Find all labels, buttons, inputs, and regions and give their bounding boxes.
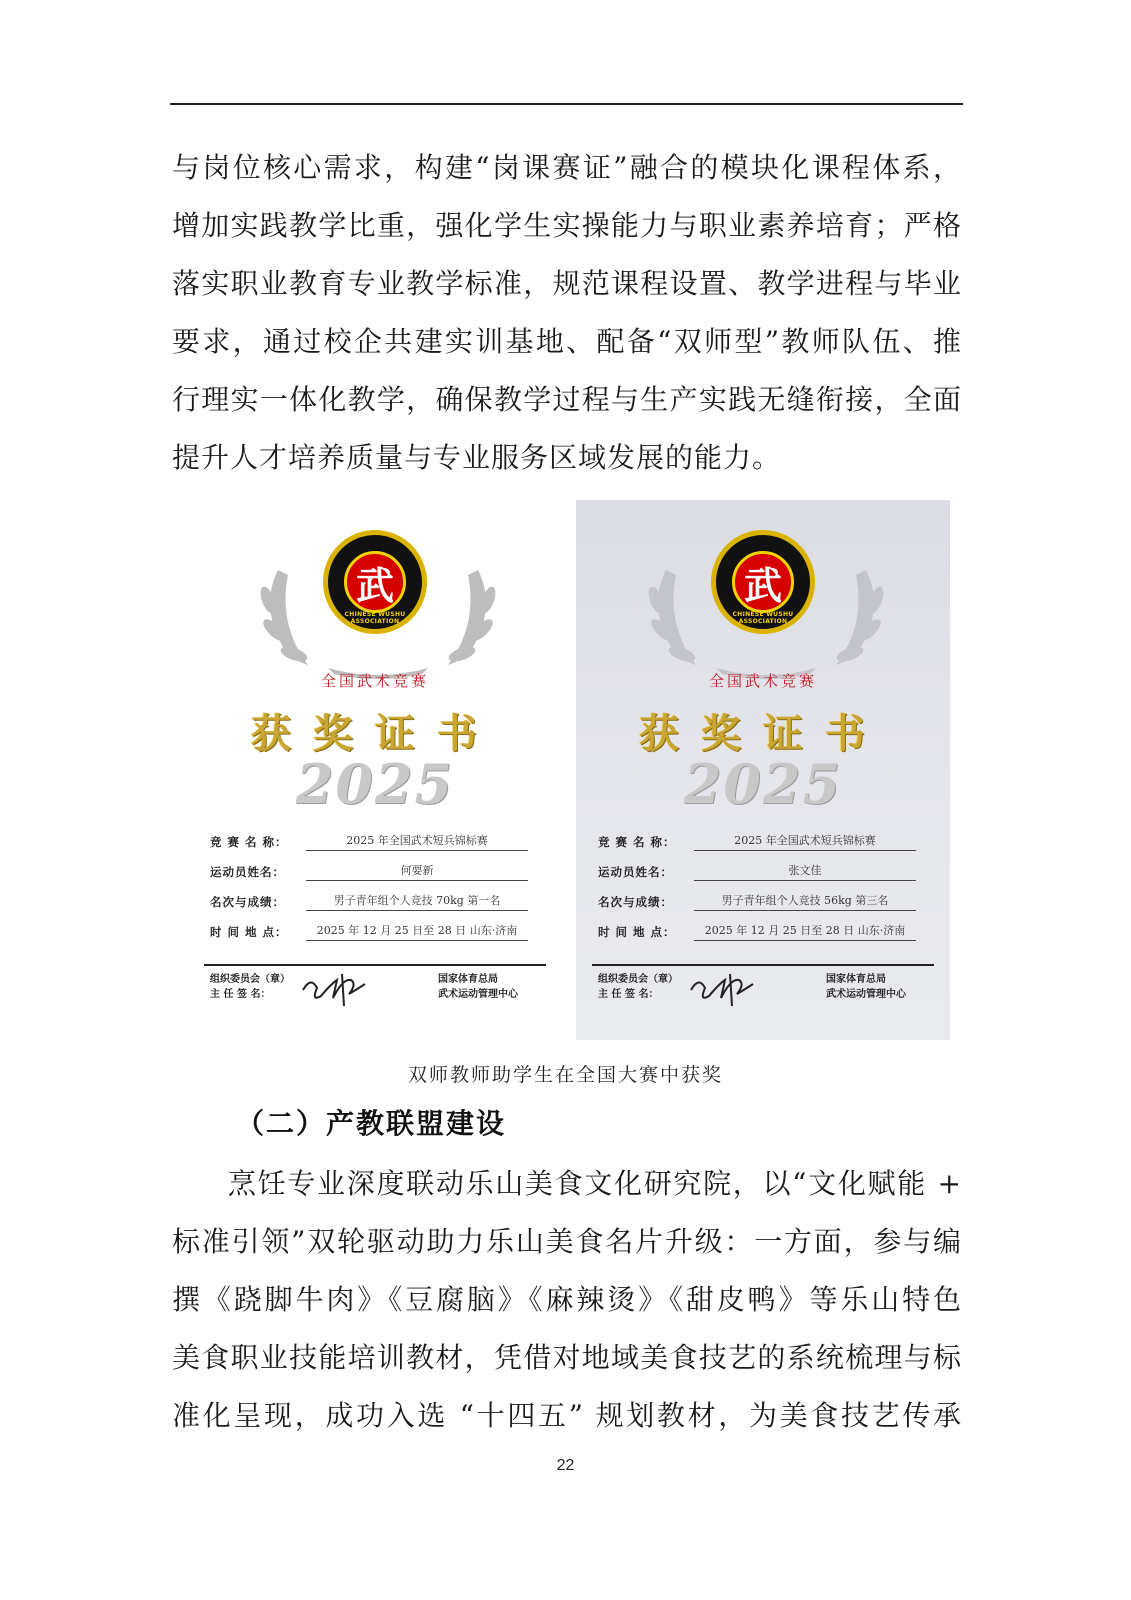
paragraph-line: 增加实践教学比重，强化学生实操能力与职业素养培育；严格 — [172, 209, 962, 242]
certificate-photo-1 — [188, 500, 562, 1040]
field-value: 2025 年 12 月 25 日至 28 日 山东·济南 — [694, 922, 916, 941]
field-value: 何要新 — [306, 862, 528, 881]
field-label: 时 间 地 点： — [210, 925, 288, 939]
field-label: 名次与成绩： — [598, 895, 673, 909]
field-value: 男子青年组个人竞技 70kg 第一名 — [306, 892, 528, 911]
organizer-right — [826, 972, 906, 1002]
field-value: 2025 年全国武术短兵锦标赛 — [306, 832, 528, 851]
organizer-left — [598, 972, 678, 1002]
handwritten-signature — [298, 968, 368, 1008]
paragraph-line: 要求，通过校企共建实训基地、配备“双师型”教师队伍、推 — [172, 325, 962, 358]
certificate-year: 2025 — [683, 752, 843, 816]
field-label: 时 间 地 点： — [598, 925, 676, 939]
org-line: 主 任 签 名： — [598, 989, 659, 1000]
figure-caption: 双师教师助学生在全国大赛中获奖 — [407, 1064, 723, 1086]
paragraph-line: 美食职业技能培训教材，凭借对地域美食技艺的系统梳理与标 — [172, 1341, 962, 1374]
competition-header: 全国武术竞赛 — [708, 672, 817, 690]
header-rule — [170, 103, 963, 105]
field-row — [210, 826, 540, 856]
certificate-year: 2025 — [295, 752, 455, 816]
wushu-association-emblem-icon — [323, 530, 427, 634]
organizer-right — [438, 972, 518, 1002]
paragraph-line: 标准引领”双轮驱动助力乐山美食名片升级：一方面，参与编 — [172, 1225, 962, 1258]
paragraph-line: 撰《跷脚牛肉》《豆腐脑》《麻辣烫》《甜皮鸭》等乐山特色 — [172, 1283, 962, 1316]
field-row — [210, 856, 540, 886]
paragraph-line: 行理实一体化教学，确保教学过程与生产实践无缝衔接，全面 — [172, 383, 962, 416]
emblem-ring-text: CHINESE WUSHU ASSOCIATION — [344, 611, 406, 625]
emblem-char: 武 — [344, 551, 406, 613]
paragraph-line: 准化呈现，成功入选 “十四五” 规划教材，为美食技艺传承 — [172, 1399, 962, 1432]
signature-rule — [592, 964, 934, 966]
field-row — [598, 826, 928, 856]
field-label: 竞 赛 名 称： — [598, 835, 676, 849]
signature-rule — [204, 964, 546, 966]
field-value: 男子青年组个人竞技 56kg 第三名 — [694, 892, 916, 911]
org-line: 国家体育总局 — [826, 974, 886, 985]
paragraph-line: 落实职业教育专业教学标准，规范课程设置、教学进程与毕业 — [172, 267, 962, 300]
field-row — [210, 886, 540, 916]
field-value: 2025 年 12 月 25 日至 28 日 山东·济南 — [306, 922, 528, 941]
page-number: 22 — [556, 1457, 575, 1474]
field-label: 运动员姓名： — [210, 865, 285, 879]
body-paragraph-2 — [172, 1155, 962, 1445]
organizer-left — [210, 972, 290, 1002]
competition-header: 全国武术竞赛 — [320, 672, 429, 690]
paragraph-line: 提升人才培养质量与专业服务区域发展的能力。 — [172, 441, 782, 474]
org-line: 组织委员会（章） — [598, 974, 678, 985]
field-row — [598, 916, 928, 946]
field-label: 名次与成绩： — [210, 895, 285, 909]
certificate-fields — [210, 826, 540, 946]
certificate-title: 获奖证书 — [639, 710, 887, 757]
field-row — [210, 916, 540, 946]
certificate-title: 获奖证书 — [251, 710, 499, 757]
field-row — [598, 886, 928, 916]
certificate-fields — [598, 826, 928, 946]
org-line: 武术运动管理中心 — [826, 989, 906, 1000]
org-line: 组织委员会（章） — [210, 974, 290, 985]
emblem-ring-text: CHINESE WUSHU ASSOCIATION — [732, 611, 794, 625]
wushu-association-emblem-icon — [711, 530, 815, 634]
emblem-char: 武 — [732, 551, 794, 613]
org-line: 主 任 签 名： — [210, 989, 271, 1000]
body-paragraph-1 — [172, 139, 962, 487]
section-heading: （二）产教联盟建设 — [236, 1107, 507, 1140]
org-line: 国家体育总局 — [438, 974, 498, 985]
handwritten-signature — [686, 968, 756, 1008]
field-label: 运动员姓名： — [598, 865, 673, 879]
org-line: 武术运动管理中心 — [438, 989, 518, 1000]
field-value: 2025 年全国武术短兵锦标赛 — [694, 832, 916, 851]
field-value: 张文佳 — [694, 862, 916, 881]
field-row — [598, 856, 928, 886]
paragraph-line: 与岗位核心需求，构建“岗课赛证”融合的模块化课程体系， — [172, 151, 962, 184]
certificate-photo-2 — [576, 500, 950, 1040]
field-label: 竞 赛 名 称： — [210, 835, 288, 849]
paragraph-line: 烹饪专业深度联动乐山美食文化研究院，以“文化赋能 + — [228, 1167, 962, 1200]
